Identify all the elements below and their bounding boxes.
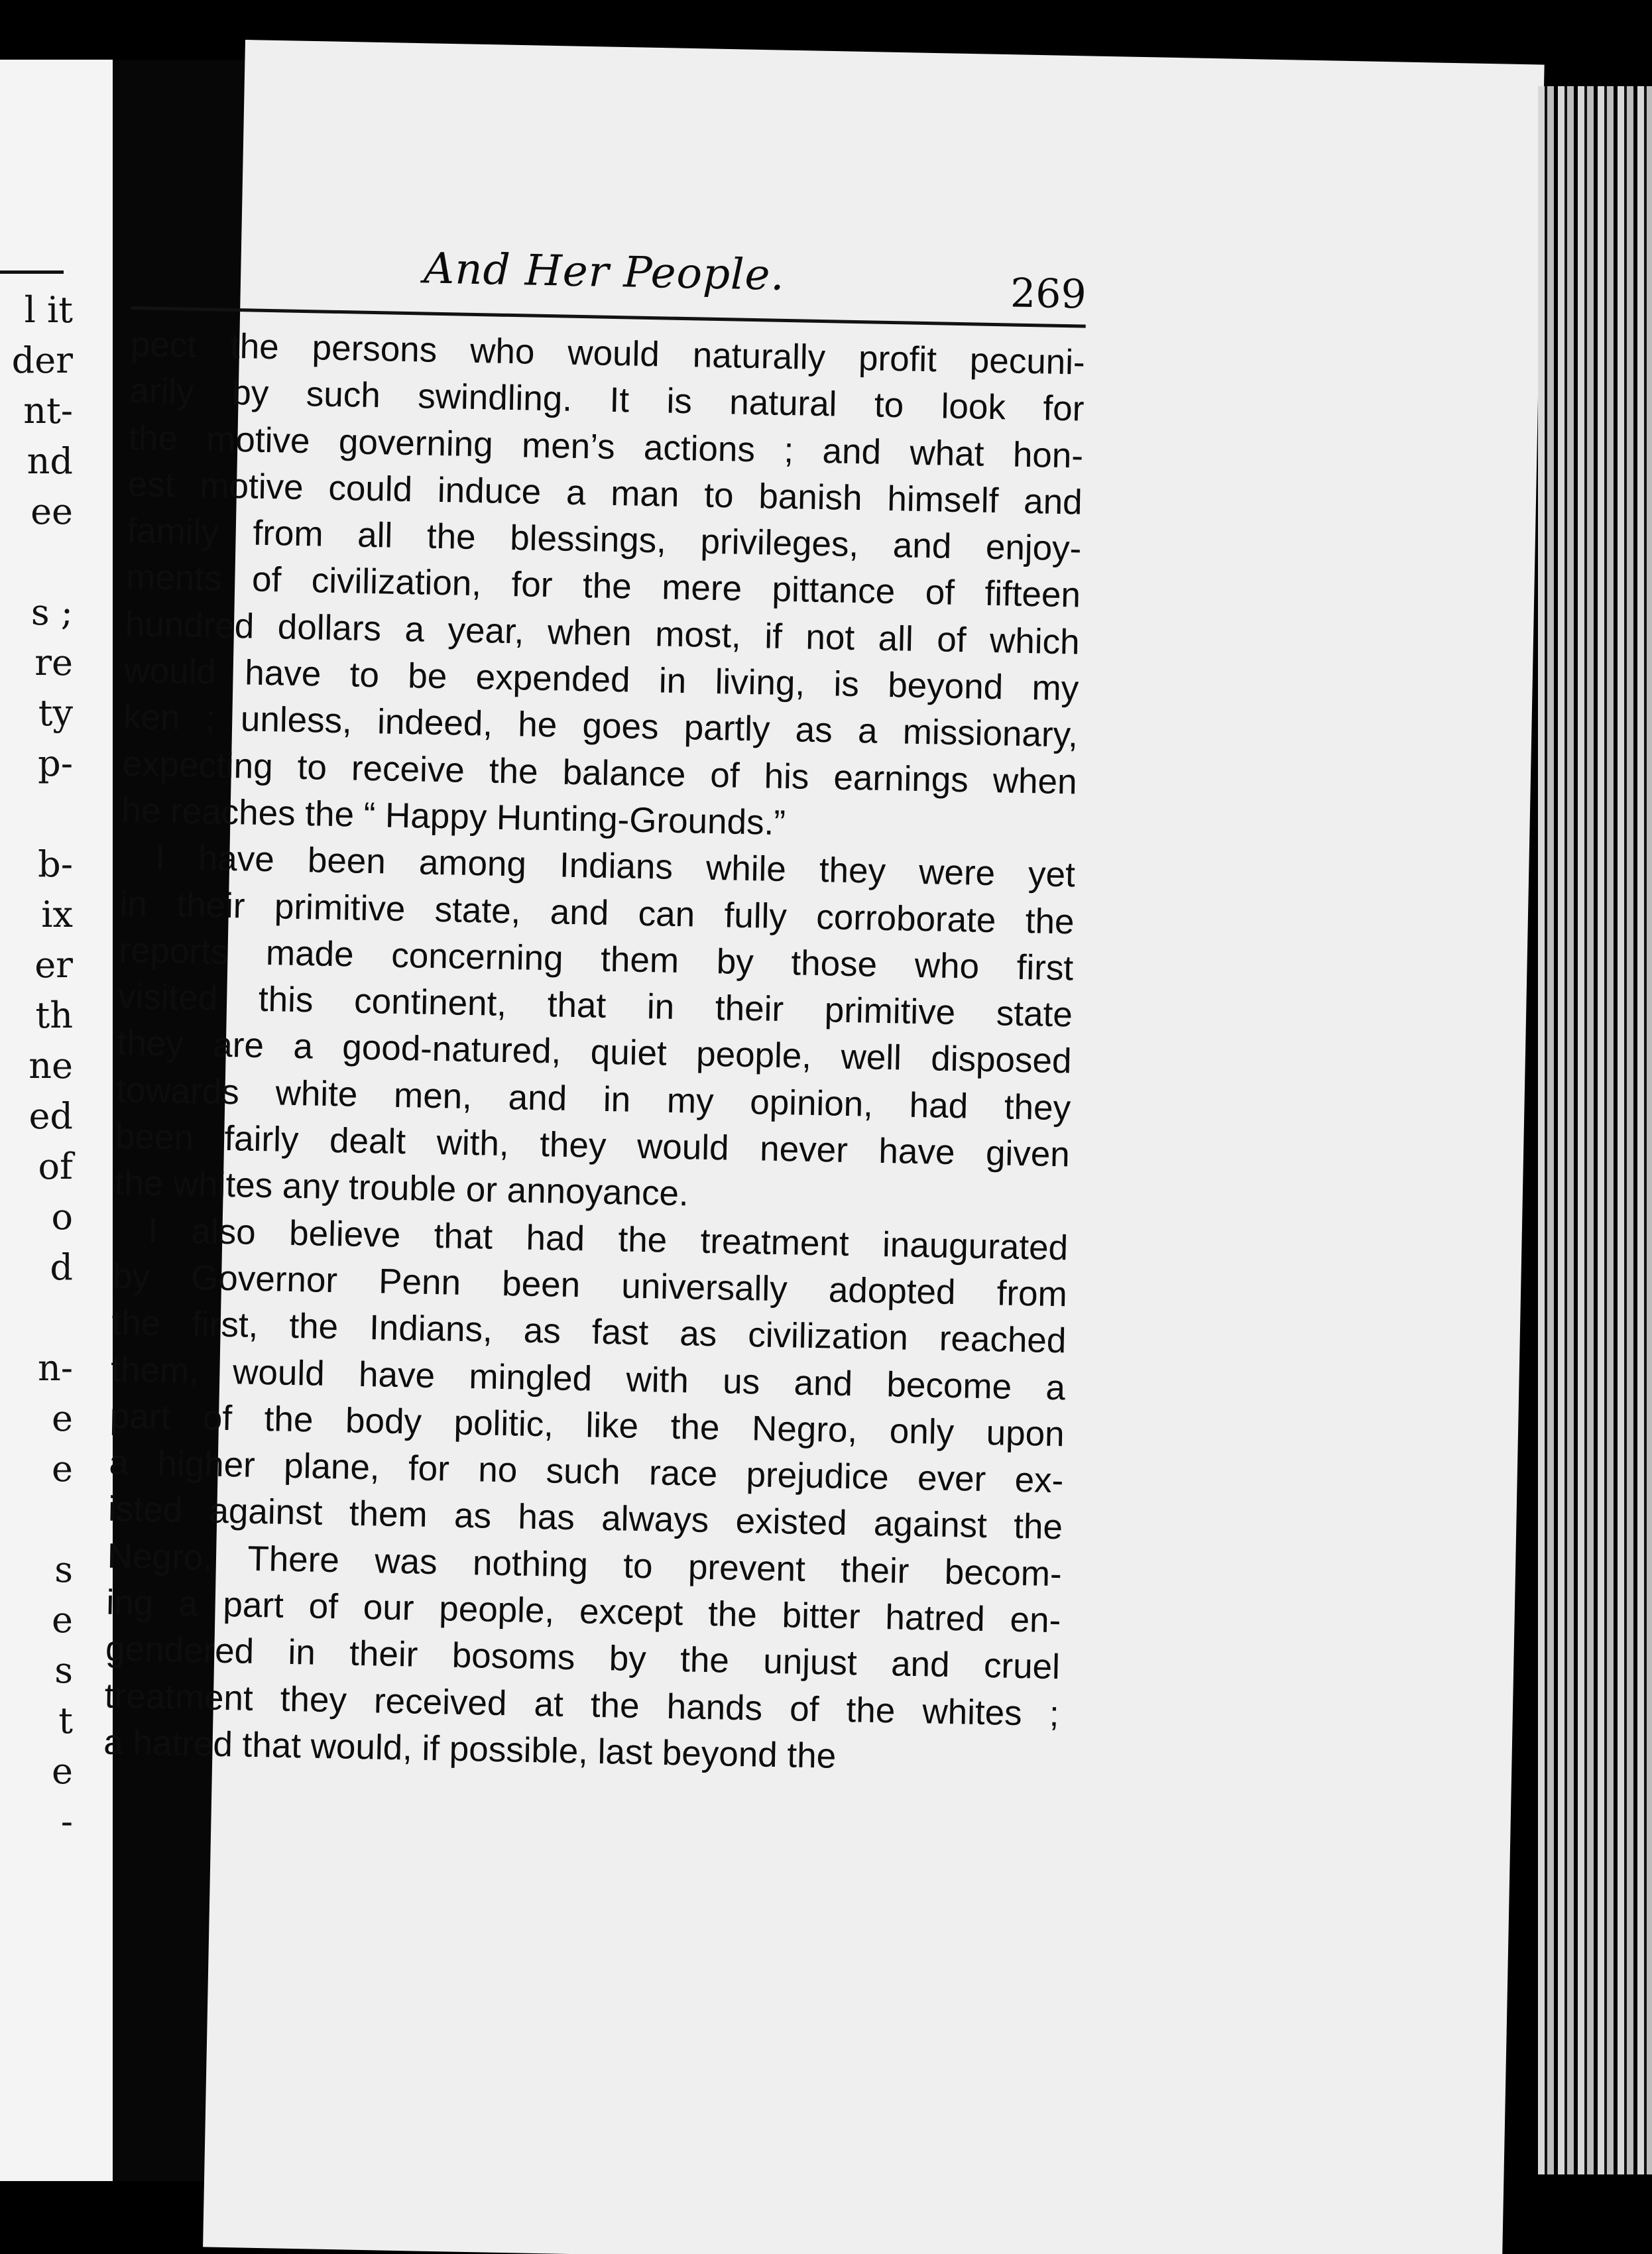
previous-page-fragment: p- [38,742,73,784]
text-line: visited this continent, that in their primitive state [117,977,1073,1035]
previous-page-fragment: ee [30,491,73,532]
previous-page-fragment: t [58,1700,73,1742]
previous-page-fragment: er [34,944,73,986]
previous-page-fragment: s ; [30,591,73,633]
text-line: by Governor Penn been universally adopted from [112,1256,1068,1315]
text-line: ing a part of our people, except the bitter hatred en- [105,1582,1061,1641]
text-line: gendered in their bosoms by the unjust and cruel [105,1629,1061,1687]
previous-page-fragment: of [38,1146,73,1187]
text-line: isted against them as has always existed against the [107,1490,1063,1547]
previous-page-fragment: th [35,994,73,1036]
text-line: been fairly dealt with, they would never have given [115,1116,1071,1175]
body-text [103,322,1086,1784]
previous-page-fragment: ed [29,1095,73,1137]
previous-page-fragment [0,1494,73,1545]
paragraph [114,834,1076,1225]
text-line: arily by such swindling. It is natural to look for [129,371,1085,429]
text-line: I have been among Indians while they were yet [154,838,1076,895]
text-line: expecting to receive the balance of his earnings when [122,744,1078,802]
text-line: the whites any trouble or annoyance. [114,1163,689,1214]
text-line: he reaches the “ Happy Hunting-Grounds.” [121,790,786,843]
previous-page-fragment: nt- [23,390,73,432]
previous-page-fragment: b- [38,843,73,885]
previous-page-fragment [0,789,73,839]
text-line: ments of civilization, for the mere pittance of fifteen [125,558,1081,616]
previous-page-fragment: e [52,1397,73,1439]
page-content [103,239,1087,1784]
previous-page-fragment [0,537,73,587]
previous-page-fragment: ix [41,894,73,935]
text-line: the motive governing men’s actions ; and what hon- [128,418,1084,476]
previous-page-fragment [0,1293,73,1343]
previous-page-fragment: d [50,1246,73,1288]
text-line: ken ; unless, indeed, he goes partly as a missionary, [123,697,1079,755]
text-line: in their primitive state, and can fully corroborate the [119,884,1075,942]
page-number: 269 [1010,270,1087,318]
previous-page-fragment: ne [29,1045,73,1087]
previous-page-fragment: s [54,1549,73,1590]
previous-page-fragment: e [52,1448,73,1490]
text-line: Negro. There was nothing to prevent their becom- [107,1536,1063,1594]
previous-page-rule [0,270,64,274]
previous-page-fragment: nd [27,440,73,482]
page-edges [1538,86,1652,2174]
previous-page-fragment: ty [38,692,73,734]
text-line: a hatred that would, if possible, last beyond the [103,1722,837,1776]
previous-page-fragment: - [60,1801,73,1842]
previous-page-fragment: n- [37,1347,73,1389]
previous-page-fragment: re [34,642,73,683]
text-line: I also believe that had the treatment inaugurated [147,1211,1069,1268]
text-line: treatment they received at the hands of the whites ; [104,1676,1060,1734]
text-line: them, would have mingled with us and become a [110,1350,1066,1407]
previous-page-fragment: e [52,1599,73,1641]
text-line: pect the persons who would naturally profit pecuni- [130,324,1086,383]
running-head-title: And Her People. [423,244,786,300]
text-line: reports made concerning them by those who first [118,930,1074,988]
text-line: the first, the Indians, as fast as civilization reached [111,1303,1067,1361]
paragraph [121,322,1086,853]
previous-page-fragment: s [54,1649,73,1691]
text-line: est motive could induce a man to banish himself and [127,464,1083,522]
text-line: part of the body politic, like the Negro, only upon [109,1396,1065,1454]
text-line: family from all the blessings, privileges, and enjoy- [126,511,1082,569]
text-line: hundred dollars a year, when most, if not all of which [125,604,1081,662]
previous-page-fragment: o [51,1196,73,1238]
text-line: they are a good-natured, quiet people, well disposed [117,1024,1072,1081]
paragraph [103,1207,1069,1784]
text-line: would have to be expended in living, is beyond my [123,650,1079,709]
text-line: a higher plane, for no such race prejudice ever ex- [108,1443,1064,1501]
previous-page-line-endings [0,285,73,1847]
previous-page-fragment: e [52,1750,73,1792]
text-line: towards white men, and in my opinion, had they [115,1070,1071,1128]
previous-page-fragment: l it [24,289,73,331]
previous-page-fragment: der [11,339,73,381]
